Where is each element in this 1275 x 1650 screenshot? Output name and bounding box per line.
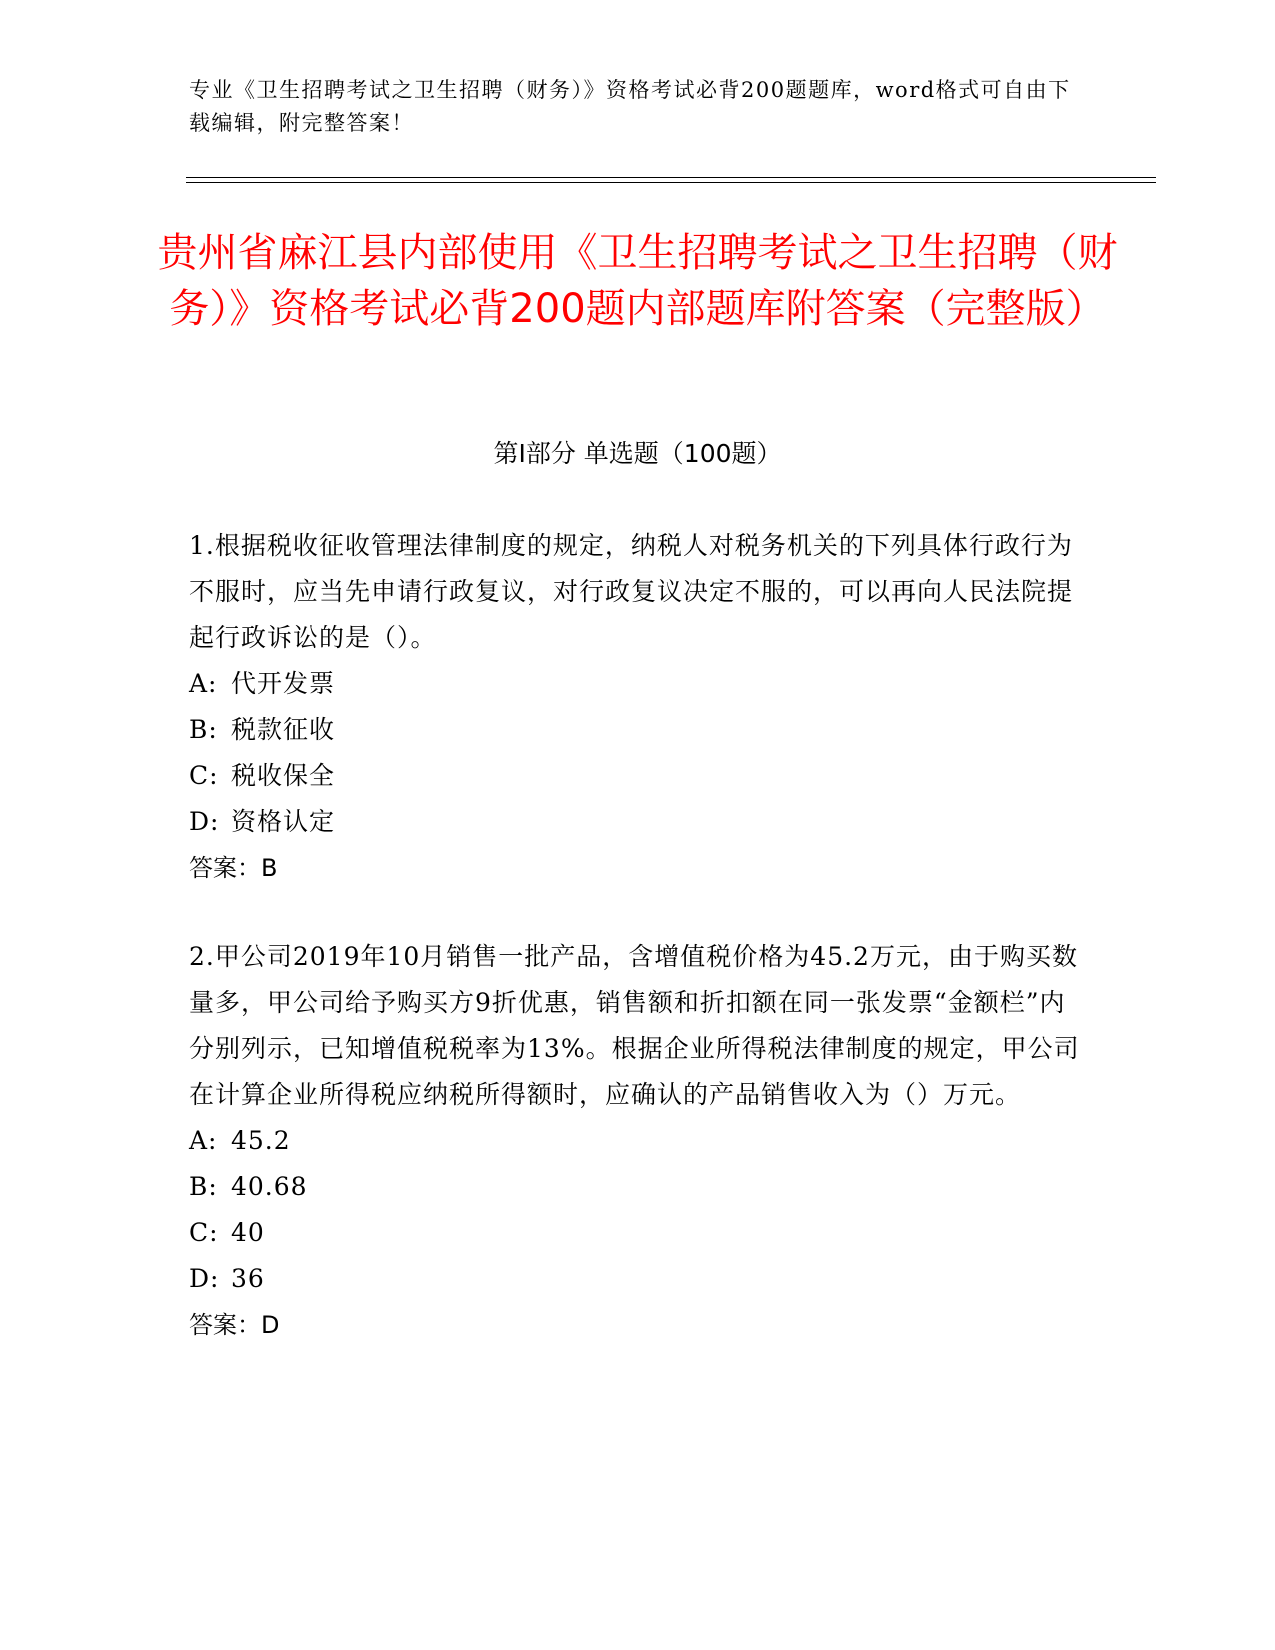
option-letter: D: bbox=[189, 1264, 220, 1293]
option-text: 资格认定 bbox=[231, 807, 336, 836]
option-letter: A: bbox=[189, 1126, 218, 1155]
option-text: 40 bbox=[231, 1218, 265, 1247]
question-1 bbox=[189, 523, 1089, 891]
option-d bbox=[189, 1256, 1089, 1302]
option-c bbox=[189, 1210, 1089, 1256]
option-letter: C: bbox=[189, 1218, 219, 1247]
option-a bbox=[189, 661, 1089, 707]
option-letter: C: bbox=[189, 761, 219, 790]
document-title: 贵州省麻江县内部使用《卫生招聘考试之卫生招聘（财务）》资格考试必背200题内部题库附答案（完整版） bbox=[157, 230, 1118, 332]
option-text: 税收保全 bbox=[231, 761, 336, 790]
option-text: 36 bbox=[231, 1264, 265, 1293]
option-b bbox=[189, 1164, 1089, 1210]
option-letter: D: bbox=[189, 807, 220, 836]
answer-line: 答案：B bbox=[189, 854, 278, 882]
option-text: 税款征收 bbox=[231, 715, 336, 744]
question-stem: 1.根据税收征收管理法律制度的规定，纳税人对税务机关的下列具体行政行为不服时，应当先申请行政复议，对行政复议决定不服的，可以再向人民法院提起行政诉讼的是（）。 bbox=[189, 531, 1074, 652]
option-c bbox=[189, 753, 1089, 799]
option-text: 代开发票 bbox=[231, 669, 336, 698]
section-heading: 第Ⅰ部分 单选题（100题） bbox=[493, 439, 782, 468]
question-2 bbox=[189, 934, 1089, 1348]
option-text: 45.2 bbox=[231, 1126, 291, 1155]
page-header-note: 专业《卫生招聘考试之卫生招聘（财务）》资格考试必背200题题库，word格式可自由下载编辑，附完整答案！ bbox=[189, 78, 1071, 135]
option-letter: B: bbox=[189, 715, 218, 744]
option-d bbox=[189, 799, 1089, 845]
option-letter: A: bbox=[189, 669, 218, 698]
answer-line: 答案：D bbox=[189, 1311, 280, 1339]
option-text: 40.68 bbox=[231, 1172, 308, 1201]
header-divider-top bbox=[186, 177, 1156, 178]
question-stem: 2.甲公司2019年10月销售一批产品，含增值税价格为45.2万元，由于购买数量多，甲公司给予购买方9折优惠，销售额和折扣额在同一张发票“金额栏”内分别列示，已知增值税税率为13%。根据企业所得税法律制度的规定，甲公司在计算企业所得税应纳税所得额时，应确认的产品销售收入为（）万元。 bbox=[189, 942, 1080, 1109]
option-b bbox=[189, 707, 1089, 753]
header-divider-bottom bbox=[186, 182, 1156, 183]
option-letter: B: bbox=[189, 1172, 218, 1201]
option-a bbox=[189, 1118, 1089, 1164]
